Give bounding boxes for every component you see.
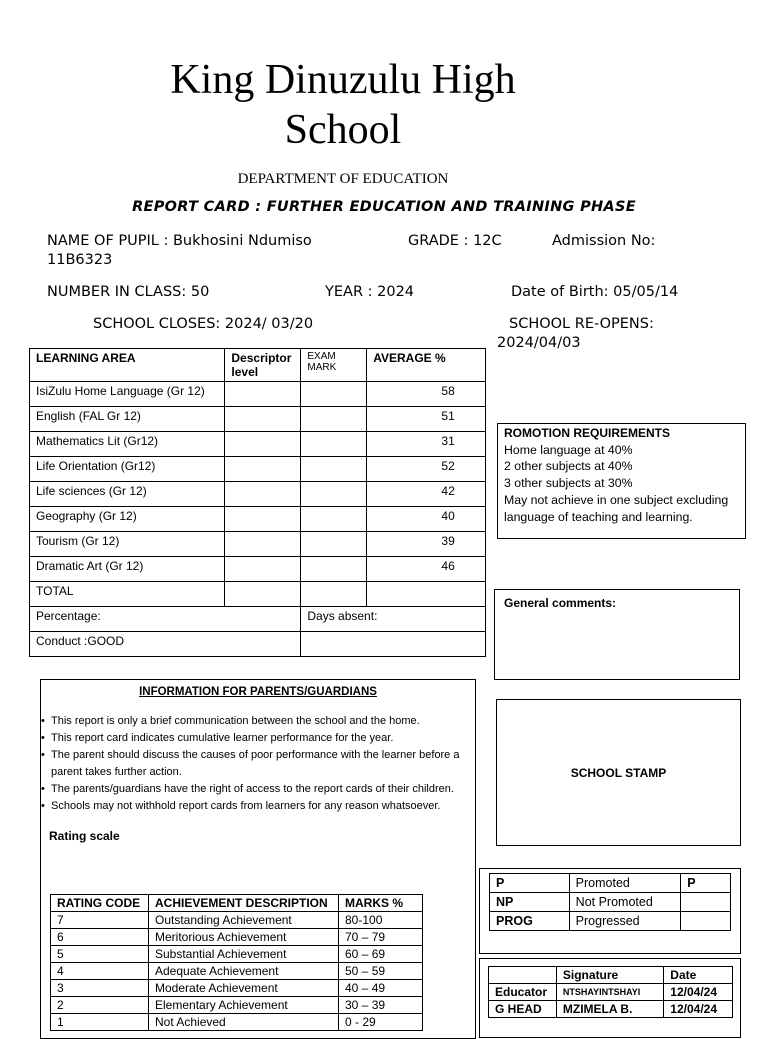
list-item (41, 730, 467, 747)
learning-area: IsiZulu Home Language (Gr 12) (30, 382, 225, 407)
exam-mark-cell (301, 457, 367, 482)
average-cell: 58 (367, 382, 486, 407)
rating-code: 1 (51, 1014, 149, 1031)
descriptor-cell (225, 507, 301, 532)
bullet-icon: • (41, 732, 45, 744)
descriptor-cell (225, 407, 301, 432)
header-exam-mark: EXAM MARK (301, 349, 367, 382)
parents-info-list (41, 713, 467, 815)
parents-info-title: INFORMATION FOR PARENTS/GUARDIANS (139, 686, 377, 698)
exam-mark-cell (301, 382, 367, 407)
promotion-status-table (489, 873, 731, 931)
status-code: PROG (490, 912, 570, 931)
learning-area: Dramatic Art (Gr 12) (30, 557, 225, 582)
status-description: Promoted (569, 874, 681, 893)
learning-area: English (FAL Gr 12) (30, 407, 225, 432)
school-stamp-box (496, 699, 741, 846)
table-row (489, 984, 733, 1001)
average-cell: 39 (367, 532, 486, 557)
rating-header-row (51, 895, 423, 912)
signer-signature: MZIMELA B. (556, 1001, 663, 1018)
promotion-line: Home language at 40% (504, 442, 633, 457)
school-reopens-date: 2024/04/03 (497, 335, 581, 351)
marks-range: 50 – 59 (339, 963, 423, 980)
percentage-label: Percentage: (30, 607, 301, 632)
table-row (51, 912, 423, 929)
marks-header-row (30, 349, 486, 382)
achievement-description: Elementary Achievement (149, 997, 339, 1014)
descriptor-cell (225, 432, 301, 457)
descriptor-cell (225, 457, 301, 482)
pupil-grade: GRADE : 12C (408, 233, 502, 249)
marks-range: 60 – 69 (339, 946, 423, 963)
total-label: TOTAL (30, 582, 225, 607)
school-reopens-label: SCHOOL RE-OPENS: (509, 316, 654, 332)
learning-area: Life Orientation (Gr12) (30, 457, 225, 482)
rating-code: 3 (51, 980, 149, 997)
learning-area: Life sciences (Gr 12) (30, 482, 225, 507)
rating-scale-table (50, 894, 423, 1031)
header-signature: Signature (556, 967, 663, 984)
general-comments-box (494, 589, 740, 680)
school-stamp-label: SCHOOL STAMP (570, 765, 667, 780)
achievement-description: Outstanding Achievement (149, 912, 339, 929)
table-row (30, 482, 486, 507)
learning-area: Tourism (Gr 12) (30, 532, 225, 557)
table-row (489, 1001, 733, 1018)
marks-table (29, 348, 486, 657)
list-item (41, 713, 467, 730)
rating-code: 2 (51, 997, 149, 1014)
table-row (30, 432, 486, 457)
table-row (51, 980, 423, 997)
table-row (490, 912, 731, 931)
table-row (51, 1014, 423, 1031)
exam-mark-cell (301, 482, 367, 507)
total-exam (301, 582, 367, 607)
total-descriptor (225, 582, 301, 607)
status-mark (681, 893, 731, 912)
exam-mark-cell (301, 407, 367, 432)
report-card-title: REPORT CARD : FURTHER EDUCATION AND TRAINING PHASE (132, 199, 636, 215)
achievement-description: Moderate Achievement (149, 980, 339, 997)
rating-scale-label: Rating scale (49, 829, 120, 843)
bullet-icon: • (41, 749, 45, 761)
marks-range: 0 - 29 (339, 1014, 423, 1031)
rating-code: 4 (51, 963, 149, 980)
admission-label: Admission No: (552, 233, 656, 249)
table-row (51, 946, 423, 963)
exam-mark-cell (301, 507, 367, 532)
table-row (30, 382, 486, 407)
marks-range: 30 – 39 (339, 997, 423, 1014)
average-cell: 52 (367, 457, 486, 482)
table-row (30, 532, 486, 557)
marks-range: 80-100 (339, 912, 423, 929)
signer-role: G HEAD (489, 1001, 557, 1018)
signature-table (488, 966, 733, 1018)
table-row (51, 929, 423, 946)
admission-number: 11B6323 (47, 252, 113, 268)
promotion-title: ROMOTION REQUIREMENTS (504, 426, 671, 440)
average-cell: 51 (367, 407, 486, 432)
bullet-text: The parents/guardians have the right of access to the report cards of their children. (51, 783, 454, 795)
table-row (30, 457, 486, 482)
table-row (51, 997, 423, 1014)
list-item (41, 798, 467, 815)
rating-code: 5 (51, 946, 149, 963)
learning-area: Mathematics Lit (Gr12) (30, 432, 225, 457)
bullet-text: This report is only a brief communication between the school and the home. (51, 715, 420, 727)
exam-mark-cell (301, 557, 367, 582)
school-closes: SCHOOL CLOSES: 2024/ 03/20 (93, 316, 314, 332)
number-in-class: NUMBER IN CLASS: 50 (47, 284, 210, 300)
table-row (490, 874, 731, 893)
header-date: Date (664, 967, 733, 984)
signer-role: Educator (489, 984, 557, 1001)
achievement-description: Adequate Achievement (149, 963, 339, 980)
header-marks-percent: MARKS % (339, 895, 423, 912)
signer-signature: NTSHAYINTSHAYI (556, 984, 663, 1001)
average-cell: 46 (367, 557, 486, 582)
school-name: King Dinuzulu High School (170, 57, 516, 153)
status-mark (681, 912, 731, 931)
status-code: NP (490, 893, 570, 912)
total-row (30, 582, 486, 607)
exam-mark-cell (301, 532, 367, 557)
total-average (367, 582, 486, 607)
table-row (30, 507, 486, 532)
achievement-description: Meritorious Achievement (149, 929, 339, 946)
pupil-name: NAME OF PUPIL : Bukhosini Ndumiso (47, 233, 312, 249)
conduct-label: Conduct :GOOD (30, 632, 301, 657)
list-item (41, 747, 467, 781)
status-description: Progressed (569, 912, 681, 931)
rating-code: 6 (51, 929, 149, 946)
header-rating-code: RATING CODE (51, 895, 149, 912)
bullet-icon: • (41, 800, 45, 812)
descriptor-cell (225, 382, 301, 407)
bullet-text: This report card indicates cumulative learner performance for the year. (51, 732, 394, 744)
conduct-blank (301, 632, 486, 657)
average-cell: 40 (367, 507, 486, 532)
average-cell: 42 (367, 482, 486, 507)
signature-date: 12/04/24 (664, 984, 733, 1001)
status-mark: P (681, 874, 731, 893)
report-year: YEAR : 2024 (325, 284, 415, 300)
average-cell: 31 (367, 432, 486, 457)
header-blank (489, 967, 557, 984)
promotion-line: 3 other subjects at 30% (504, 475, 633, 490)
marks-range: 70 – 79 (339, 929, 423, 946)
signature-header-row (489, 967, 733, 984)
department-label: DEPARTMENT OF EDUCATION (237, 171, 449, 187)
general-comments-label: General comments: (504, 596, 617, 610)
days-absent-label: Days absent: (301, 607, 486, 632)
header-achievement-description: ACHIEVEMENT DESCRIPTION (149, 895, 339, 912)
learning-area: Geography (Gr 12) (30, 507, 225, 532)
table-row (51, 963, 423, 980)
promotion-line: May not achieve in one subject excluding language of teaching and learning. (504, 493, 729, 524)
descriptor-cell (225, 532, 301, 557)
marks-range: 40 – 49 (339, 980, 423, 997)
header-descriptor-level: Descriptor level (225, 349, 301, 382)
table-row (30, 557, 486, 582)
bullet-text: The parent should discuss the causes of poor performance with the learner before a parent takes further action. (51, 749, 460, 778)
promotion-line: 2 other subjects at 40% (504, 459, 633, 473)
descriptor-cell (225, 482, 301, 507)
table-row (30, 407, 486, 432)
bullet-icon: • (41, 783, 45, 795)
status-code: P (490, 874, 570, 893)
conduct-row (30, 632, 486, 657)
header-average: AVERAGE % (367, 349, 486, 382)
status-description: Not Promoted (569, 893, 681, 912)
header-learning-area: LEARNING AREA (30, 349, 225, 382)
descriptor-cell (225, 557, 301, 582)
bullet-text: Schools may not withhold report cards from learners for any reason whatsoever. (51, 800, 441, 812)
achievement-description: Substantial Achievement (149, 946, 339, 963)
rating-code: 7 (51, 912, 149, 929)
achievement-description: Not Achieved (149, 1014, 339, 1031)
list-item (41, 781, 467, 798)
date-of-birth: Date of Birth: 05/05/14 (511, 284, 679, 300)
signature-date: 12/04/24 (664, 1001, 733, 1018)
bullet-icon: • (41, 715, 45, 727)
promotion-requirements-box (497, 423, 746, 539)
exam-mark-cell (301, 432, 367, 457)
table-row (490, 893, 731, 912)
percentage-row (30, 607, 486, 632)
